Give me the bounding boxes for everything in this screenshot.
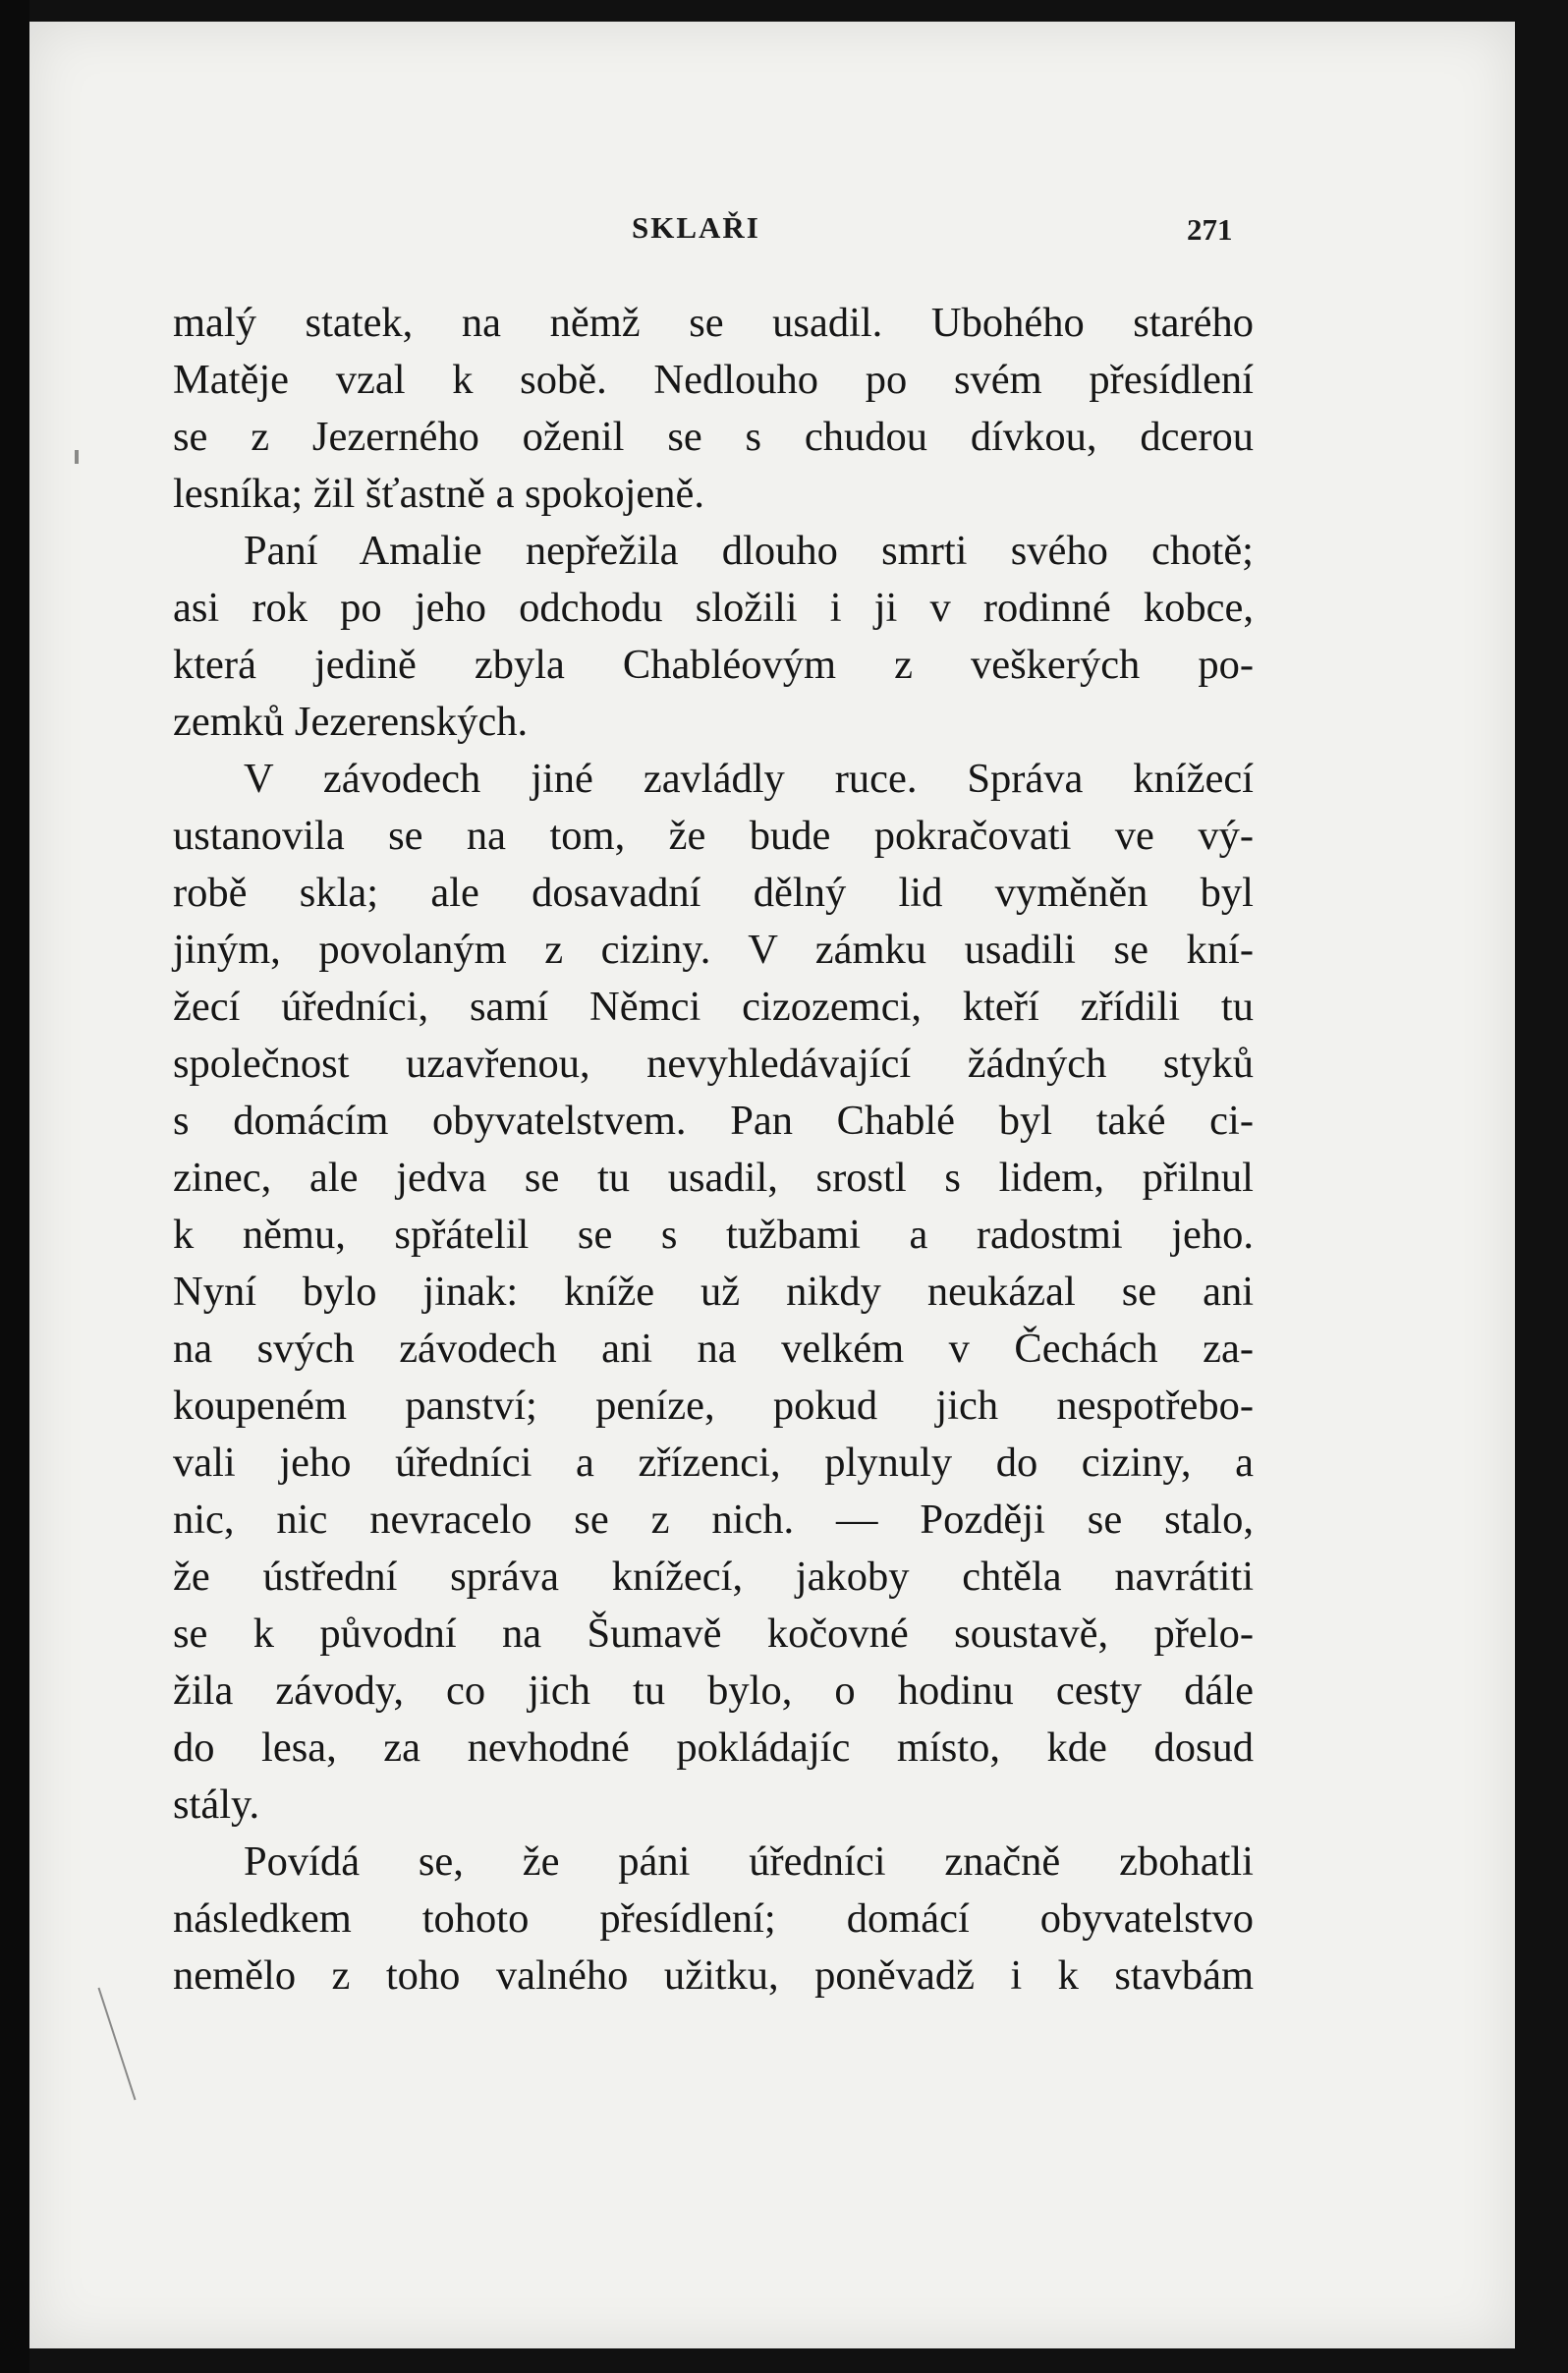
text-line: do lesa, za nevhodné pokládajíc místo, kde dosud: [173, 1724, 1254, 1771]
text-line: malý statek, na němž se usadil. Ubohého starého: [173, 300, 1254, 346]
text-line: robě skla; ale dosavadní dělný lid vyměněn byl: [173, 870, 1254, 916]
running-header: [0, 210, 1568, 259]
text-line: se z Jezerného oženil se s chudou dívkou, dcerou: [173, 414, 1254, 460]
text-line: následkem tohoto přesídlení; domácí obyvatelstvo: [173, 1895, 1254, 1942]
text-line: že ústřední správa knížecí, jakoby chtěla navrátiti: [173, 1554, 1254, 1600]
text-line: s domácím obyvatelstvem. Pan Chablé byl také ci-: [173, 1098, 1254, 1144]
text-line: V závodech jiné zavládly ruce. Správa knížecí: [244, 756, 1254, 802]
text-line: společnost uzavřenou, nevyhledávající žádných styků: [173, 1041, 1254, 1087]
text-line: koupeném panství; peníze, pokud jich nespotřebo-: [173, 1383, 1254, 1429]
text-line: stály.: [173, 1781, 260, 1828]
text-line: vali jeho úředníci a zřízenci, plynuly do ciziny, a: [173, 1440, 1254, 1486]
text-line: zinec, ale jedva se tu usadil, srostl s lidem, přilnul: [173, 1155, 1254, 1201]
body-text: [173, 295, 1254, 2005]
text-line: zemků Jezerenských.: [173, 699, 529, 745]
running-title: SKLAŘI: [632, 210, 760, 245]
text-line: jiným, povolaným z ciziny. V zámku usadili se kní-: [173, 927, 1254, 973]
text-line: Matěje vzal k sobě. Nedlouho po svém přesídlení: [173, 357, 1254, 403]
text-line: Povídá se, že páni úředníci značně zbohatli: [244, 1838, 1254, 1885]
text-line: Nyní bylo jinak: kníže už nikdy neukázal se ani: [173, 1269, 1254, 1315]
text-line: se k původní na Šumavě kočovné soustavě, přelo-: [173, 1610, 1254, 1657]
text-line: která jedině zbyla Chabléovým z veškerých po-: [173, 642, 1254, 688]
text-line: na svých závodech ani na velkém v Čechách za-: [173, 1326, 1254, 1372]
text-line: nemělo z toho valného užitku, poněvadž i k stavbám: [173, 1952, 1254, 1999]
text-line: žila závody, co jich tu bylo, o hodinu cesty dále: [173, 1667, 1254, 1714]
scan-speck: [75, 450, 79, 464]
text-line: asi rok po jeho odchodu složili i ji v rodinné kobce,: [173, 585, 1254, 631]
book-spine-shadow: [0, 0, 29, 2373]
text-line: k němu, spřátelil se s tužbami a radostmi jeho.: [173, 1212, 1254, 1258]
page-number: 271: [1187, 212, 1233, 247]
text-line: ustanovila se na tom, že bude pokračovati ve vý-: [173, 813, 1254, 859]
text-line: lesníka; žil šťastně a spokojeně.: [173, 471, 705, 517]
text-line: Paní Amalie nepřežila dlouho smrti svého chotě;: [244, 528, 1254, 574]
text-line: žecí úředníci, samí Němci cizozemci, kteří zřídili tu: [173, 984, 1254, 1030]
text-line: nic, nic nevracelo se z nich. — Později se stalo,: [173, 1497, 1254, 1543]
